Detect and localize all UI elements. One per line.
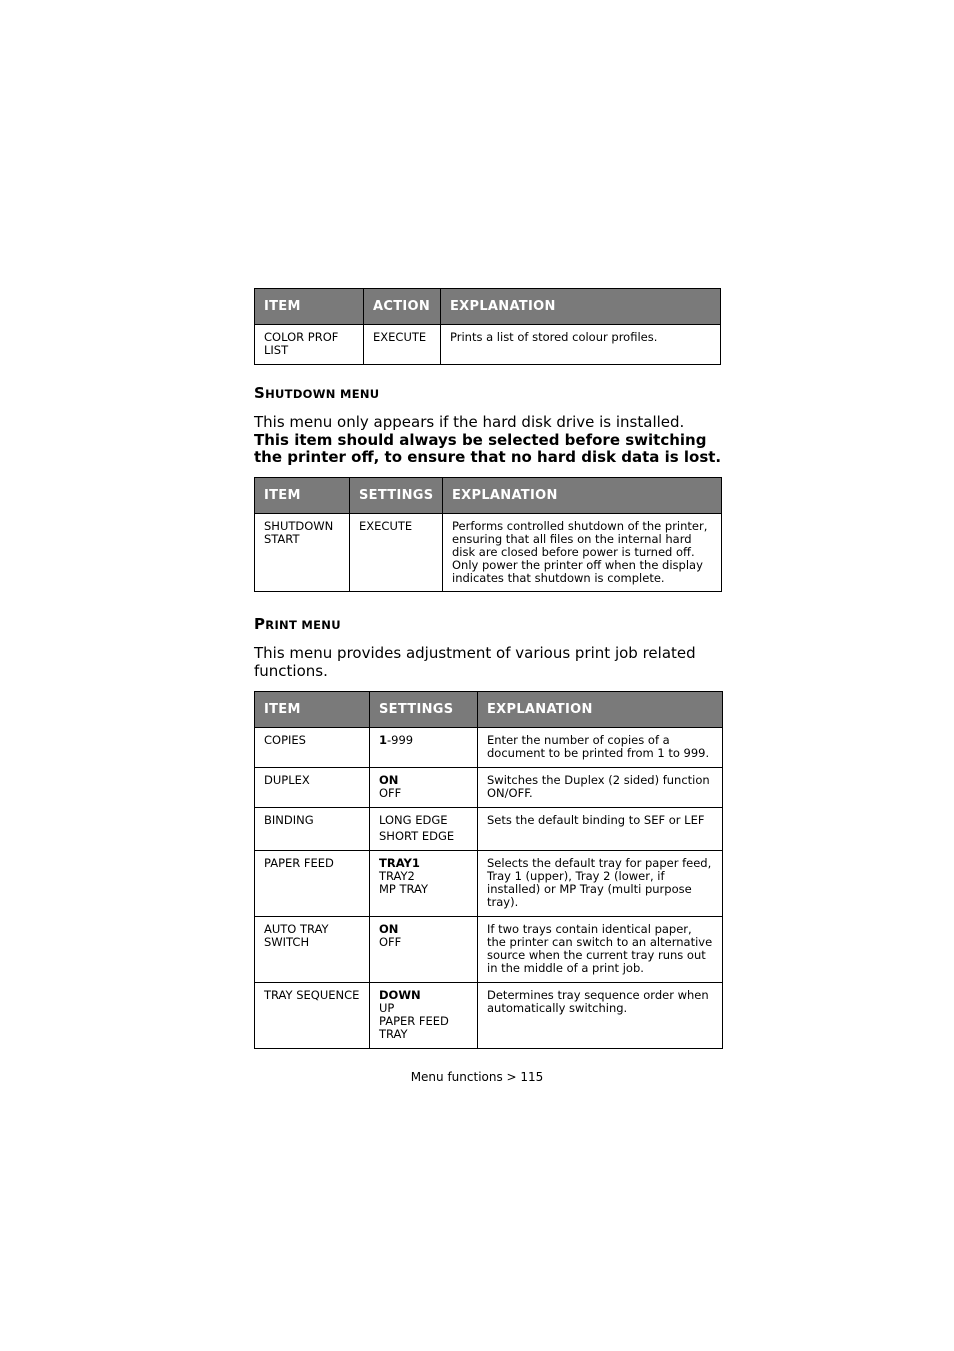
col-header-explanation: EXPLANATION	[441, 289, 721, 325]
col-header-item: ITEM	[255, 478, 350, 514]
table-row	[255, 808, 723, 851]
col-header-explanation: EXPLANATION	[443, 478, 722, 514]
cell-explanation: Sets the default binding to SEF or LEF	[478, 808, 723, 851]
setting-range: -999	[387, 733, 414, 747]
cell-settings	[370, 768, 478, 808]
print-intro: This menu provides adjustment of various print job related functions.	[254, 644, 696, 680]
table-row	[255, 851, 723, 917]
cell-item: TRAY SEQUENCE	[255, 983, 370, 1049]
default-setting: ON	[379, 922, 399, 936]
table-row	[255, 768, 723, 808]
setting-option: PAPER FEED TRAY	[379, 1014, 449, 1041]
cell-explanation: Enter the number of copies of a document to be printed from 1 to 999.	[478, 728, 723, 768]
cell-item: COLOR PROF LIST	[255, 325, 364, 365]
table-header-row	[255, 692, 723, 728]
default-setting: 1	[379, 733, 388, 747]
cell-action: EXECUTE	[364, 325, 441, 365]
default-setting: ON	[379, 773, 399, 787]
col-header-item: ITEM	[255, 289, 364, 325]
table-row	[255, 917, 723, 983]
print-menu-heading	[254, 615, 341, 633]
cell-settings	[370, 808, 478, 851]
table-row	[255, 728, 723, 768]
cell-item: PAPER FEED	[255, 851, 370, 917]
table-header-row	[255, 478, 722, 514]
color-prof-table	[254, 288, 721, 365]
cell-explanation: Determines tray sequence order when automatically switching.	[478, 983, 723, 1049]
setting-option: UP	[379, 1001, 395, 1015]
cell-explanation: If two trays contain identical paper, the printer can switch to an alternative source when the current tray runs out in the middle of a print job.	[478, 917, 723, 983]
setting-option: SHORT EDGE	[379, 829, 455, 843]
table-header-row	[255, 289, 721, 325]
heading-rest: RINT MENU	[265, 618, 341, 632]
cell-settings	[370, 851, 478, 917]
cell-item: AUTO TRAY SWITCH	[255, 917, 370, 983]
shutdown-table	[254, 477, 722, 592]
print-menu-table	[254, 691, 723, 1049]
intro-text: This menu only appears if the hard disk drive is installed.	[254, 413, 685, 431]
page-footer: Menu functions > 115	[410, 1070, 544, 1084]
setting-option: TRAY2	[379, 869, 415, 883]
setting-option: LONG EDGE	[379, 813, 448, 827]
shutdown-menu-heading	[254, 384, 379, 402]
heading-initial: P	[254, 615, 266, 633]
cell-explanation: Switches the Duplex (2 sided) function ON/OFF.	[478, 768, 723, 808]
cell-settings	[370, 917, 478, 983]
col-header-action: ACTION	[364, 289, 441, 325]
cell-settings: EXECUTE	[350, 514, 443, 592]
table-row	[255, 325, 721, 365]
col-header-explanation: EXPLANATION	[478, 692, 723, 728]
setting-option: OFF	[379, 786, 402, 800]
cell-settings	[370, 983, 478, 1049]
heading-initial: S	[254, 384, 266, 402]
cell-item: COPIES	[255, 728, 370, 768]
col-header-settings: SETTINGS	[350, 478, 443, 514]
default-setting: TRAY1	[379, 856, 420, 870]
table-row	[255, 983, 723, 1049]
heading-rest: HUTDOWN MENU	[265, 387, 380, 401]
setting-option: MP TRAY	[379, 882, 429, 896]
col-header-settings: SETTINGS	[370, 692, 478, 728]
cell-item: DUPLEX	[255, 768, 370, 808]
setting-option: OFF	[379, 935, 402, 949]
intro-warning: This item should always be selected before switching the printer off, to ensure that no hard disk data is lost.	[254, 430, 722, 466]
cell-item: SHUTDOWN START	[255, 514, 350, 592]
cell-item: BINDING	[255, 808, 370, 851]
cell-settings	[370, 728, 478, 768]
col-header-item: ITEM	[255, 692, 370, 728]
table-row	[255, 514, 722, 592]
cell-explanation: Selects the default tray for paper feed, Tray 1 (upper), Tray 2 (lower, if installed) or MP Tray (multi purpose tray).	[478, 851, 723, 917]
default-setting: DOWN	[379, 988, 421, 1002]
cell-explanation: Performs controlled shutdown of the printer, ensuring that all files on the internal hard disk are closed before power is turned off. Only power the printer off when the display indicates that shutdown is complete.	[443, 514, 722, 592]
shutdown-intro	[254, 414, 724, 467]
cell-explanation: Prints a list of stored colour profiles.	[441, 325, 721, 365]
